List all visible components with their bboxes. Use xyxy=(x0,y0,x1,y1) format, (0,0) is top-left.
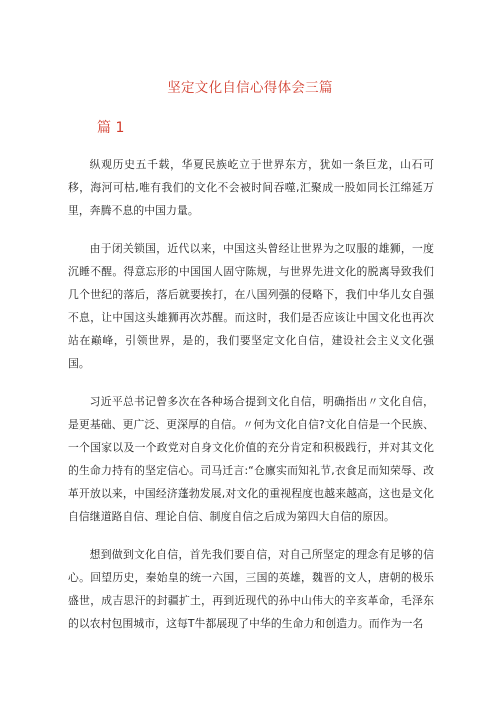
section-heading: 篇 1 xyxy=(97,120,125,136)
paragraph-1: 纵观历史五千载，华夏民族屹立于世界东方，犹如一条巨龙，山石可移，海河可枯,唯有我们的文化不会被时间吞噬,汇聚成一股如同长江绵延万里，奔腾不息的中国力量。 xyxy=(68,158,434,217)
document-body xyxy=(68,153,434,650)
document-title: 坚定文化自信心得体会三篇 xyxy=(167,80,333,96)
paragraph-3: 习近平总书记曾多次在各种场合提到文化自信，明确指出〃文化自信，是更基础、更广泛、更深厚的自信。〃何为文化自信?文化自信是一个民族、一个国家以及一个政党对自身文化价值的充分肯定和积极践行，并对其文化的生命力持有的坚定信心。司马迁言:“仓廪实而知礼节,衣食足而知荣辱、改革开放以来，中国经济蓬勃发展,对文化的重视程度也越来越高，这也是文化自信继道路自信、理论自信、制度自信之后成为第四大自信的原因。 xyxy=(68,395,434,523)
paragraph-2: 由于闭关锁国，近代以来，中国这头曾经让世界为之叹服的雄狮，一度沉睡不醒。得意忘形的中国国人固守陈规，与世界先进文化的脱离导致我们几个世纪的落后，落后就要挨打，在八国列强的侵略下，我们中华儿女自强不息，让中国这头雄狮再次苏醒。而这时，我们是否应该让中国文化也再次站在巅峰，引领世界，是的，我们要坚定文化自信，建设社会主义文化强国。 xyxy=(68,242,434,370)
paragraph-4: 想到做到文化自信，首先我们要自信，对自己所坚定的理念有足够的信心。回望历史，秦始皇的统一六国，三国的英雄，魏晋的文人，唐朝的极乐盛世，成吉思汗的封疆扩土，再到近现代的孙中山伟大的辛亥革命，毛泽东的以农村包围城市，这每T牛都展现了中华的生命力和创造力。而作为一名 xyxy=(68,548,434,630)
